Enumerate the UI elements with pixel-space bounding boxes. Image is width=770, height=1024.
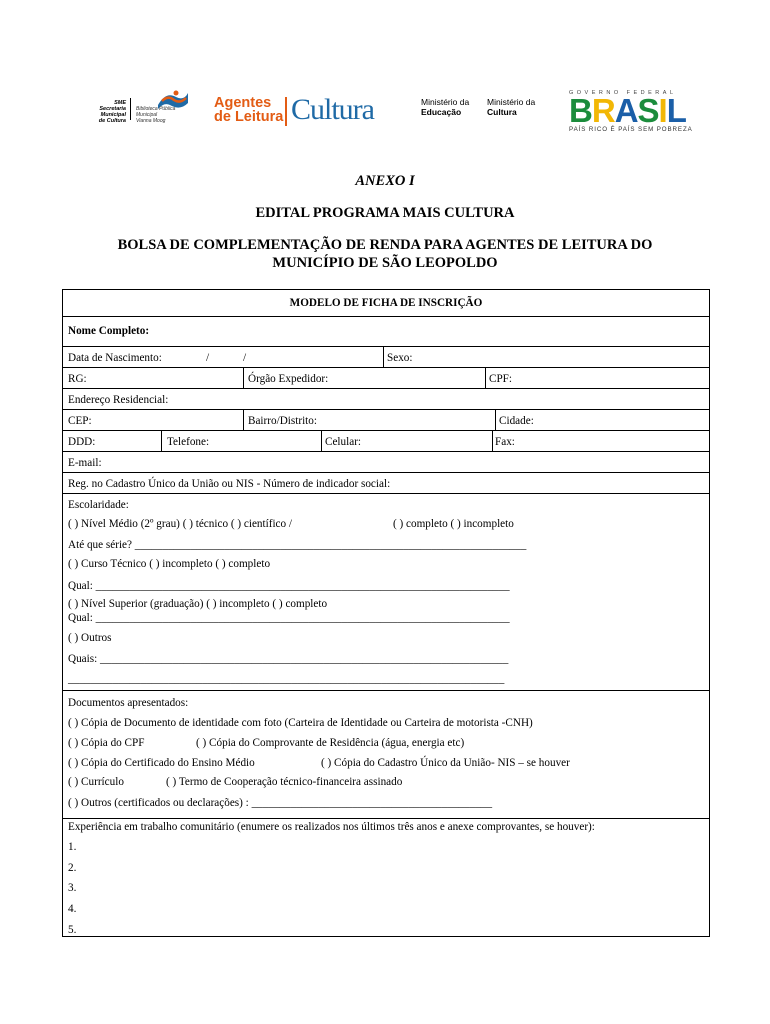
divider [63,367,709,368]
telefone-label: Telefone: [167,436,210,448]
documentos-label: Documentos apresentados: [68,697,189,709]
divider [63,316,709,317]
biblioteca-logo-line: Vianna Moog [136,118,166,124]
divider [492,430,493,451]
governo-federal-logo [569,90,696,133]
mec-logo [421,98,469,117]
biblioteca-logo-line: Biblioteca Pública [136,106,176,112]
cultura-logo: Cultura [291,93,374,126]
biblioteca-logo-line: Municipal [136,112,158,118]
nascimento-label: Data de Nascimento: [68,352,162,364]
doc-cpf-option[interactable]: ( ) Cópia do CPF [68,737,145,749]
doc-cadastro-option[interactable]: ( ) Cópia do Cadastro Único da União- NIS – se houver [321,757,570,769]
divider [383,346,384,367]
doc-outros-field[interactable]: ( ) Outros (certificados ou declarações) : ___________________________________________ [68,797,493,809]
cpf-label: CPF: [489,373,513,385]
divider [63,430,709,431]
brasil-logo-letter: L [666,92,686,129]
mec-logo-line: Educação [421,106,462,117]
curso-tecnico-option[interactable]: ( ) Curso Técnico ( ) incompleto ( ) completo [68,558,271,570]
brasil-logo-letter: S [637,92,659,129]
agentes-de-leitura-logo [214,96,283,124]
qual-superior-field[interactable]: Qual: __________________________________________________________________________ [68,612,510,624]
doc-termo-option[interactable]: ( ) Termo de Cooperação técnico-financeira assinado [166,776,403,788]
bolsa-title-line: MUNICÍPIO DE SÃO LEOPOLDO [272,255,498,271]
nivel-medio-status[interactable]: ( ) completo ( ) incompleto [393,518,514,530]
divider [485,367,486,388]
edital-title: EDITAL PROGRAMA MAIS CULTURA [255,205,515,221]
experiencia-label: Experiência em trabalho comunitário (enumere os realizados nos últimos três anos e anexe comprovantes, se houver): [68,821,595,833]
cidade-label: Cidade: [499,415,534,427]
rg-label: RG: [68,373,87,385]
divider [63,346,709,347]
experiencia-item[interactable]: 3. [68,882,77,894]
divider [161,430,162,451]
minc-logo [487,98,535,117]
outros-option[interactable]: ( ) Outros [68,632,112,644]
logo-divider [130,98,131,120]
nivel-medio-option[interactable]: ( ) Nível Médio (2º grau) ( ) técnico ( ) científico / [68,518,293,530]
divider [243,409,244,430]
minc-logo-line: Cultura [487,106,517,117]
divider [321,430,322,451]
nivel-superior-option[interactable]: ( ) Nível Superior (graduação) ( ) incompleto ( ) completo [68,598,328,610]
divider [63,472,709,473]
minc-logo-line: Ministério da [487,97,536,107]
email-label: E-mail: [68,457,102,469]
quais-line[interactable]: ______________________________________________________________________________ [68,673,505,685]
orgao-label: Órgão Expedidor: [248,373,329,385]
date-separator: / [206,352,210,364]
registration-form [62,289,710,937]
divider [63,690,709,691]
doc-ensino-medio-option[interactable]: ( ) Cópia do Certificado do Ensino Médio [68,757,255,769]
biblioteca-logo [136,97,206,125]
divider [243,367,244,388]
divider [63,451,709,452]
mec-logo-line: Ministério da [421,97,470,107]
qual-tecnico-field[interactable]: Qual: __________________________________________________________________________ [68,580,510,592]
doc-identidade-option[interactable]: ( ) Cópia de Documento de identidade com foto (Carteira de Identidade ou Carteira de motorista -CNH) [68,717,533,729]
secretaria-logo-line: Secretaria Municipal [99,106,126,118]
endereco-label: Endereço Residencial: [68,394,169,406]
divider [63,388,709,389]
divider [495,409,496,430]
serie-field[interactable]: Até que série? ______________________________________________________________________ [68,539,527,551]
ddd-label: DDD: [68,436,96,448]
divider [63,493,709,494]
divider [63,409,709,410]
brasil-logo-letter: A [614,92,638,129]
escolaridade-label: Escolaridade: [68,499,129,511]
experiencia-item[interactable]: 5. [68,924,77,936]
secretaria-logo [78,100,126,124]
brasil-logo-letter: I [658,92,667,129]
divider [63,818,709,819]
quais-field[interactable]: Quais: _________________________________________________________________________ [68,653,509,665]
nis-label: Reg. no Cadastro Único da União ou NIS - Número de indicador social: [68,478,391,490]
sexo-label: Sexo: [387,352,413,364]
form-title: MODELO DE FICHA DE INSCRIÇÃO [289,297,483,309]
annex-title: ANEXO I [355,173,415,189]
brasil-logo-top: GOVERNO FEDERAL [569,90,677,96]
experiencia-item[interactable]: 4. [68,903,77,915]
bolsa-title-line: BOLSA DE COMPLEMENTAÇÃO DE RENDA PARA AGENTES DE LEITURA DO [117,237,653,253]
brasil-logo-letter: B [569,92,592,129]
bolsa-title [0,236,770,272]
fax-label: Fax: [495,436,515,448]
cep-label: CEP: [68,415,92,427]
secretaria-logo-line: de Cultura [98,118,126,124]
celular-label: Celular: [325,436,362,448]
experiencia-item[interactable]: 2. [68,862,77,874]
brasil-logo-letter: R [591,92,615,129]
secretaria-logo-line: SME [114,100,126,106]
date-separator: / [243,352,247,364]
brasil-logo-slogan: PAÍS RICO É PAÍS SEM POBREZA [569,126,693,133]
agentes-logo-line: de Leitura [214,109,284,125]
agentes-logo-line: Agentes [214,95,272,111]
bairro-label: Bairro/Distrito: [248,415,317,427]
experiencia-item[interactable]: 1. [68,841,77,853]
doc-residencia-option[interactable]: ( ) Cópia do Comprovante de Residência (água, energia etc) [196,737,465,749]
doc-curriculo-option[interactable]: ( ) Currículo [68,776,124,788]
nome-label: Nome Completo: [68,325,150,337]
logo-divider [285,97,287,126]
